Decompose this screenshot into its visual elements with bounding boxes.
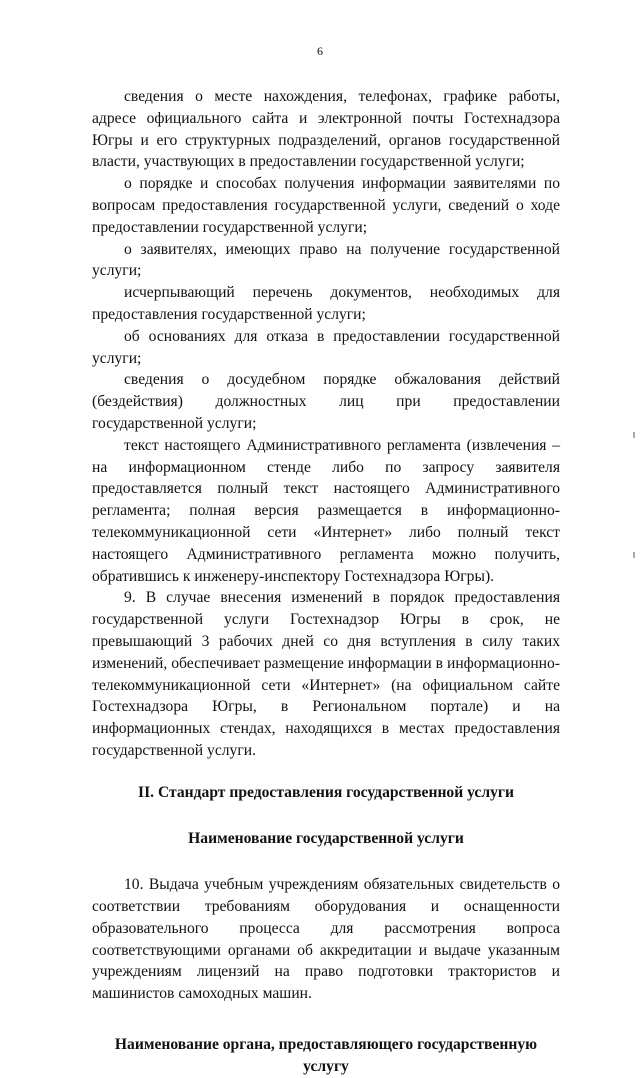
scan-edge-mark (633, 552, 635, 558)
paragraph-9: 9. В случае внесения изменений в порядок предоставления государственной услуги Гостехнадзор Югры в срок, не превышающий 3 рабочих дней со дня вступления в силу таких изменений, обеспечивает размещение информации в информационно-телекоммуникационной сети «Интернет» (на официальном сайте Гостехнадзора Югры, в Региональном портале) и на информационных стендах, находящихся в местах предоставления государственной услуги. (92, 589, 560, 759)
page-number: 6 (317, 44, 323, 58)
subheading-authority: Наименование органа, предоставляющего государственную услугу (114, 1036, 538, 1075)
document-body (92, 86, 560, 1078)
paragraph-contact-info: сведения о месте нахождения, телефонах, графике работы, адресе официального сайта и электронной почты Гостехнадзора Югры и его структурных подразделений, органов государственной власти, участвующих в предоставлении государственной услуги; (92, 88, 560, 171)
section-heading: II. Стандарт предоставления государственной услуги (138, 783, 514, 801)
scan-edge-mark (633, 432, 635, 438)
paragraph-regulation-text: текст настоящего Административного регламента (извлечения – на информационном стенде либо по запросу заявителя предоставляется полный текст настоящего Административного регламента; полная версия размещается в информационно-телекоммуникационной сети «Интернет» либо полный текст настоящего Административного регламента можно получить, обратившись к инженеру-инспектору Гостехнадзора Югры). (92, 436, 560, 585)
subheading-service-name: Наименование государственной услуги (188, 829, 464, 847)
paragraph-refusal-grounds: об основаниях для отказа в предоставлении государственной услуги; (92, 327, 560, 367)
paragraph-appeal-procedure: сведения о досудебном порядке обжалования действий (бездействия) должностных лиц при предоставлении государственной услуги; (92, 371, 560, 432)
paragraph-10: 10. Выдача учебным учреждениям обязательных свидетельств о соответствии требованиям оборудования и оснащенности образовательного процесса для рассмотрения вопроса соответствующими органами об аккредитации и выдаче указанным учреждениям лицензий на право подготовки трактористов и машинистов самоходных машин. (92, 876, 560, 1003)
paragraph-info-procedure: о порядке и способах получения информации заявителями по вопросам предоставления государственной услуги, сведений о ходе предоставлении государственной услуги; (92, 175, 560, 236)
paragraph-applicants: о заявителях, имеющих право на получение государственной услуги; (92, 240, 560, 280)
paragraph-documents-list: исчерпывающий перечень документов, необходимых для предоставления государственной услуги; (92, 284, 560, 323)
